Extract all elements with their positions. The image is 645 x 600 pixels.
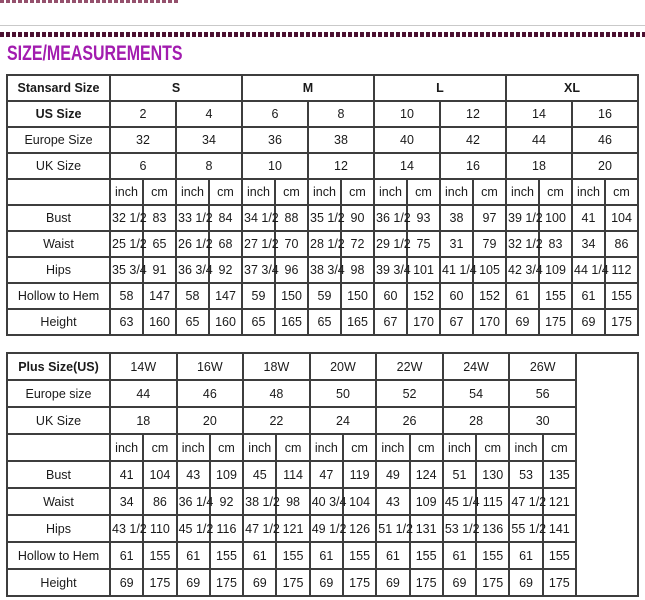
table-row [7, 231, 638, 257]
cell-value: 124 [410, 461, 443, 488]
cell-value: 155 [539, 283, 572, 309]
cell-value: inch [242, 179, 275, 205]
row-label: Hips [7, 515, 110, 542]
cell-value: 61 [572, 283, 605, 309]
cell-value: 29 1/2 [374, 231, 407, 257]
cell-value: 45 [243, 461, 276, 488]
cell-value: cm [341, 179, 374, 205]
cell-value: 47 1/2 [509, 488, 542, 515]
cell-value: inch [440, 179, 473, 205]
cell-value: 28 [443, 407, 510, 434]
table-row [7, 127, 638, 153]
cell-value: 26 1/2 [176, 231, 209, 257]
cell-value: 12 [440, 101, 506, 127]
cell-value: 121 [543, 488, 576, 515]
cell-value: 69 [443, 569, 476, 596]
cell-value: 155 [276, 542, 309, 569]
cell-value: 24W [443, 353, 510, 380]
cell-value: 67 [440, 309, 473, 335]
cell-value: 68 [209, 231, 242, 257]
cell-value: 40 3/4 [310, 488, 343, 515]
cell-value: 25 1/2 [110, 231, 143, 257]
cell-value: 18 [110, 407, 177, 434]
cell-value: 69 [509, 569, 542, 596]
cell-value: 34 [572, 231, 605, 257]
cell-value: cm [543, 434, 576, 461]
cell-value: 155 [543, 542, 576, 569]
cell-value: inch [376, 434, 409, 461]
cell-value: 51 1/2 [376, 515, 409, 542]
cell-value: 58 [110, 283, 143, 309]
cell-value: 32 1/2 [110, 205, 143, 231]
row-label: UK Size [7, 407, 110, 434]
cell-value: 98 [276, 488, 309, 515]
cell-value: 61 [110, 542, 143, 569]
cell-value: 141 [543, 515, 576, 542]
cell-value: 34 [110, 488, 143, 515]
cell-value: 155 [476, 542, 509, 569]
cell-value: 93 [407, 205, 440, 231]
cell-value: 155 [605, 283, 638, 309]
cell-value: 61 [443, 542, 476, 569]
cell-value: XL [506, 75, 638, 101]
cell-value: 52 [376, 380, 443, 407]
cell-value: cm [210, 434, 243, 461]
cell-value: 79 [473, 231, 506, 257]
cell-value: inch [110, 179, 143, 205]
cell-value: 14 [506, 101, 572, 127]
cell-value: 69 [110, 569, 143, 596]
cell-value: inch [308, 179, 341, 205]
cell-value: 60 [374, 283, 407, 309]
cell-value: cm [407, 179, 440, 205]
cell-value: 175 [210, 569, 243, 596]
cell-value: 175 [605, 309, 638, 335]
cell-value: 47 [310, 461, 343, 488]
cell-value: 44 [506, 127, 572, 153]
cell-value: 59 [308, 283, 341, 309]
empty-cell [576, 353, 638, 596]
row-label: Bust [7, 461, 110, 488]
cell-value: 69 [177, 569, 210, 596]
cell-value: 100 [539, 205, 572, 231]
cell-value: 135 [543, 461, 576, 488]
table-row [7, 380, 638, 407]
cell-value: 101 [407, 257, 440, 283]
cell-value: 136 [476, 515, 509, 542]
cell-value: 39 3/4 [374, 257, 407, 283]
cell-value: 43 [376, 488, 409, 515]
cell-value: 175 [143, 569, 176, 596]
cell-value: 44 [110, 380, 177, 407]
cell-value: 115 [476, 488, 509, 515]
row-label: Waist [7, 231, 110, 257]
dashed-separator-line [0, 32, 645, 37]
cell-value: 92 [209, 257, 242, 283]
cell-value: 150 [275, 283, 308, 309]
cell-value: 155 [410, 542, 443, 569]
table-row [7, 407, 638, 434]
cell-value: 109 [210, 461, 243, 488]
cell-value: 92 [210, 488, 243, 515]
cell-value: 91 [143, 257, 176, 283]
row-label: Europe size [7, 380, 110, 407]
cell-value: 26W [509, 353, 576, 380]
cell-value: inch [572, 179, 605, 205]
cell-value: 38 [308, 127, 374, 153]
cell-value: 42 3/4 [506, 257, 539, 283]
cell-value: 67 [374, 309, 407, 335]
row-label: Bust [7, 205, 110, 231]
cell-value: 65 [143, 231, 176, 257]
cell-value: 175 [410, 569, 443, 596]
cell-value: 175 [276, 569, 309, 596]
table-row [7, 257, 638, 283]
cell-value: inch [176, 179, 209, 205]
thin-separator-line [0, 25, 645, 26]
cell-value: 170 [473, 309, 506, 335]
cell-value: 152 [407, 283, 440, 309]
cell-value: cm [539, 179, 572, 205]
cell-value: 175 [539, 309, 572, 335]
cell-value: 165 [341, 309, 374, 335]
cell-value: inch [443, 434, 476, 461]
cell-value: 104 [605, 205, 638, 231]
cell-value: 155 [143, 542, 176, 569]
cell-value: 22 [243, 407, 310, 434]
cell-value: 34 [176, 127, 242, 153]
cell-value: 65 [242, 309, 275, 335]
cell-value: 24 [310, 407, 377, 434]
cell-value: 6 [110, 153, 176, 179]
cell-value: 27 1/2 [242, 231, 275, 257]
cell-value: 43 1/2 [110, 515, 143, 542]
cell-value: 175 [476, 569, 509, 596]
cell-value: 119 [343, 461, 376, 488]
cell-value: 8 [308, 101, 374, 127]
cell-value: 53 [509, 461, 542, 488]
table-row [7, 75, 638, 101]
cell-value: cm [410, 434, 443, 461]
cell-value: S [110, 75, 242, 101]
cell-value: 61 [177, 542, 210, 569]
table-row [7, 461, 638, 488]
cell-value: 97 [473, 205, 506, 231]
cell-value: cm [605, 179, 638, 205]
cell-value: 32 1/2 [506, 231, 539, 257]
table-row [7, 515, 638, 542]
cell-value: 147 [143, 283, 176, 309]
cell-value: 155 [343, 542, 376, 569]
cell-value: 42 [440, 127, 506, 153]
cutoff-dashed-line [0, 0, 178, 3]
cell-value: 41 1/4 [440, 257, 473, 283]
cell-value: 39 1/2 [506, 205, 539, 231]
cell-value: 69 [506, 309, 539, 335]
cell-value: 8 [176, 153, 242, 179]
cell-value: 33 1/2 [176, 205, 209, 231]
cell-value: cm [209, 179, 242, 205]
cell-value: 14W [110, 353, 177, 380]
cell-value: 43 [177, 461, 210, 488]
cell-value: 155 [210, 542, 243, 569]
page-title: SIZE/MEASUREMENTS [7, 42, 183, 65]
cell-value: 56 [509, 380, 576, 407]
cell-value: 69 [310, 569, 343, 596]
cell-value: 16 [440, 153, 506, 179]
cell-value: cm [473, 179, 506, 205]
cell-value: 35 3/4 [110, 257, 143, 283]
row-label: Stansard Size [7, 75, 110, 101]
cell-value: 160 [143, 309, 176, 335]
cell-value: 36 1/2 [374, 205, 407, 231]
cell-value: cm [275, 179, 308, 205]
cell-value: 14 [374, 153, 440, 179]
cell-value: 49 [376, 461, 409, 488]
cell-value: 20 [177, 407, 244, 434]
cell-value: 37 3/4 [242, 257, 275, 283]
cell-value: 109 [410, 488, 443, 515]
cell-value: 152 [473, 283, 506, 309]
row-label: Europe Size [7, 127, 110, 153]
cell-value: 112 [605, 257, 638, 283]
cell-value: 31 [440, 231, 473, 257]
cell-value: 90 [341, 205, 374, 231]
cell-value: 12 [308, 153, 374, 179]
cell-value: 116 [210, 515, 243, 542]
row-label: Hollow to Hem [7, 283, 110, 309]
cell-value: 126 [343, 515, 376, 542]
cell-value: 34 1/2 [242, 205, 275, 231]
cell-value: 10 [374, 101, 440, 127]
cell-value: 50 [310, 380, 377, 407]
cell-value: 104 [343, 488, 376, 515]
cell-value: 160 [209, 309, 242, 335]
cell-value: 175 [543, 569, 576, 596]
cell-value: 61 [310, 542, 343, 569]
cell-value: 44 1/4 [572, 257, 605, 283]
cell-value: 70 [275, 231, 308, 257]
cell-value: 36 1/4 [177, 488, 210, 515]
cell-value: 109 [539, 257, 572, 283]
table-row [7, 569, 638, 596]
cell-value: 20 [572, 153, 638, 179]
cell-value: 175 [343, 569, 376, 596]
cell-value: 18W [243, 353, 310, 380]
cell-value: 83 [143, 205, 176, 231]
row-label [7, 434, 110, 461]
cell-value: cm [276, 434, 309, 461]
cell-value: 55 1/2 [509, 515, 542, 542]
cell-value: 96 [275, 257, 308, 283]
row-label: Height [7, 569, 110, 596]
cell-value: 45 1/4 [443, 488, 476, 515]
cell-value: 61 [506, 283, 539, 309]
cell-value: 61 [243, 542, 276, 569]
row-label: Plus Size(US) [7, 353, 110, 380]
cell-value: 6 [242, 101, 308, 127]
cell-value: 65 [176, 309, 209, 335]
cell-value: 47 1/2 [243, 515, 276, 542]
table-row [7, 101, 638, 127]
table-row [7, 488, 638, 515]
cell-value: 41 [572, 205, 605, 231]
cell-value: cm [343, 434, 376, 461]
cell-value: 105 [473, 257, 506, 283]
row-label: Hollow to Hem [7, 542, 110, 569]
cell-value: inch [374, 179, 407, 205]
cell-value: M [242, 75, 374, 101]
cell-value: cm [476, 434, 509, 461]
table-row [7, 153, 638, 179]
cell-value: 58 [176, 283, 209, 309]
cell-value: 170 [407, 309, 440, 335]
table-row [7, 179, 638, 205]
cell-value: 98 [341, 257, 374, 283]
cell-value: 114 [276, 461, 309, 488]
cell-value: 53 1/2 [443, 515, 476, 542]
cell-value: 16 [572, 101, 638, 127]
cell-value: 72 [341, 231, 374, 257]
cell-value: 4 [176, 101, 242, 127]
cell-value: 61 [376, 542, 409, 569]
cell-value: 20W [310, 353, 377, 380]
cell-value: 104 [143, 461, 176, 488]
cell-value: cm [143, 434, 176, 461]
cell-value: 36 [242, 127, 308, 153]
cell-value: 26 [376, 407, 443, 434]
cell-value: 2 [110, 101, 176, 127]
cell-value: 75 [407, 231, 440, 257]
cell-value: inch [509, 434, 542, 461]
cell-value: 32 [110, 127, 176, 153]
cell-value: 38 3/4 [308, 257, 341, 283]
standard-size-table [6, 74, 639, 336]
cell-value: cm [143, 179, 176, 205]
cell-value: 165 [275, 309, 308, 335]
cell-value: 130 [476, 461, 509, 488]
row-label: Height [7, 309, 110, 335]
cell-value: 84 [209, 205, 242, 231]
plus-size-table [6, 352, 639, 597]
cell-value: inch [310, 434, 343, 461]
cell-value: inch [110, 434, 143, 461]
cell-value: 83 [539, 231, 572, 257]
cell-value: 46 [177, 380, 244, 407]
table-row [7, 283, 638, 309]
row-label: Waist [7, 488, 110, 515]
table-row [7, 353, 638, 380]
cell-value: L [374, 75, 506, 101]
cell-value: 41 [110, 461, 143, 488]
cell-value: 10 [242, 153, 308, 179]
cell-value: 45 1/2 [177, 515, 210, 542]
cell-value: 147 [209, 283, 242, 309]
cell-value: 40 [374, 127, 440, 153]
cell-value: 48 [243, 380, 310, 407]
row-label [7, 179, 110, 205]
cell-value: 88 [275, 205, 308, 231]
cell-value: 69 [243, 569, 276, 596]
cell-value: 36 3/4 [176, 257, 209, 283]
cell-value: 59 [242, 283, 275, 309]
cell-value: 54 [443, 380, 510, 407]
table-row [7, 434, 638, 461]
cell-value: 86 [605, 231, 638, 257]
cell-value: 38 1/2 [243, 488, 276, 515]
cell-value: 18 [506, 153, 572, 179]
cell-value: 63 [110, 309, 143, 335]
cell-value: 51 [443, 461, 476, 488]
cell-value: 38 [440, 205, 473, 231]
cell-value: 22W [376, 353, 443, 380]
row-label: Hips [7, 257, 110, 283]
cell-value: 150 [341, 283, 374, 309]
cell-value: 49 1/2 [310, 515, 343, 542]
cell-value: 61 [509, 542, 542, 569]
row-label: UK Size [7, 153, 110, 179]
cell-value: inch [243, 434, 276, 461]
cell-value: 16W [177, 353, 244, 380]
cell-value: 131 [410, 515, 443, 542]
cell-value: 60 [440, 283, 473, 309]
cell-value: 46 [572, 127, 638, 153]
cell-value: 28 1/2 [308, 231, 341, 257]
row-label: US Size [7, 101, 110, 127]
table-row [7, 205, 638, 231]
cell-value: inch [177, 434, 210, 461]
cell-value: 69 [376, 569, 409, 596]
cell-value: 69 [572, 309, 605, 335]
cell-value: 30 [509, 407, 576, 434]
cell-value: inch [506, 179, 539, 205]
table-row [7, 542, 638, 569]
cell-value: 121 [276, 515, 309, 542]
cell-value: 86 [143, 488, 176, 515]
cell-value: 35 1/2 [308, 205, 341, 231]
table-row [7, 309, 638, 335]
cell-value: 110 [143, 515, 176, 542]
cell-value: 65 [308, 309, 341, 335]
